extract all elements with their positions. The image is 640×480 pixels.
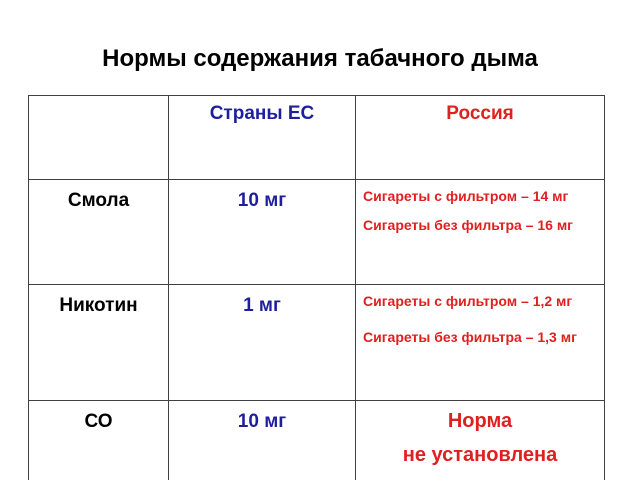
row-label-nicotine: Никотин [29,285,169,401]
norms-table [28,95,605,480]
russia-nicotine-nofilter: Сигареты без фильтра – 1,3 мг [363,329,577,345]
eu-value-co: 10 мг [169,401,356,480]
row-label-co: СО [29,401,169,480]
table-row-co [29,401,605,480]
russia-tar-nofilter: Сигареты без фильтра – 16 мг [363,217,574,233]
eu-value-nicotine: 1 мг [169,285,356,401]
russia-tar-filter: Сигареты с фильтром – 14 мг [363,188,569,204]
eu-value-tar: 10 мг [169,180,356,285]
russia-nicotine-filter: Сигареты с фильтром – 1,2 мг [363,293,573,309]
russia-co-line2: не установлена [402,444,558,466]
russia-value-nicotine [356,285,605,401]
table-header-row [29,96,605,180]
russia-value-tar [356,180,605,285]
row-label-tar: Смола [29,180,169,285]
table-row-tar [29,180,605,285]
russia-value-co [356,401,605,480]
header-corner-cell [29,96,169,180]
header-russia: Россия [356,96,605,180]
page-title: Нормы содержания табачного дыма [102,45,538,72]
table-row-nicotine [29,285,605,401]
header-eu: Страны ЕС [169,96,356,180]
russia-co-line1: Норма [447,410,513,432]
